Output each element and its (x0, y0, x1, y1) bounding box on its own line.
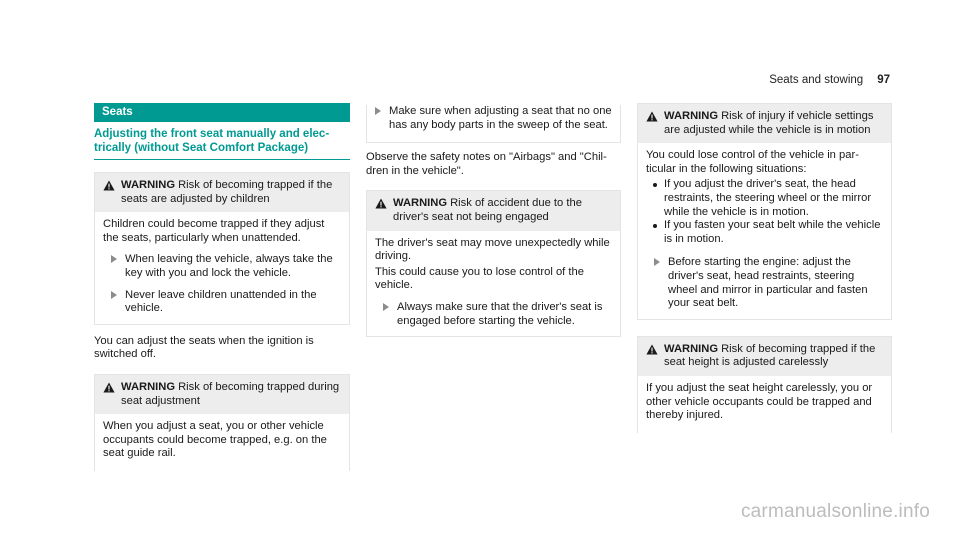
bullet-text: If you fasten your seat belt while the vehicle is in motion. (664, 219, 881, 245)
warning-box-children (94, 172, 350, 325)
warning-text: Children could become trapped if they adjust the seats, particularly when unattended. (103, 218, 325, 244)
warning-triangle-icon (646, 111, 658, 122)
step-text: Before starting the engine: adjust the driver's seat, head restraints, steering wheel and mirror in particular and fasten your seat belt. (668, 256, 868, 310)
warning-header (638, 337, 891, 376)
warning-triangle-icon (103, 382, 115, 393)
step-arrow-icon (654, 258, 660, 266)
step-arrow-icon (383, 303, 389, 311)
bullet-icon (653, 224, 657, 228)
warning-text: This could cause you to lose control of the vehicle. (375, 265, 584, 292)
step-text: Always make sure that the driver's seat is engaged before starting the vehicle. (397, 300, 603, 327)
column-1 (94, 103, 350, 471)
column-3 (637, 103, 892, 433)
warning-keyword: WARNING (664, 342, 719, 355)
warning-keyword: WARNING (664, 110, 719, 122)
warning-body (638, 376, 891, 433)
step-text: Make sure when adjusting a seat that no one has any body parts in the sweep of the seat. (389, 105, 612, 131)
body-paragraph: Observe the safety notes on "Airbags" and "Children in the vehicle". (366, 151, 607, 177)
warning-header (638, 104, 891, 143)
step-arrow-icon (111, 291, 117, 299)
action-step (103, 289, 341, 316)
list-item (646, 219, 883, 246)
warning-text: You could lose control of the vehicle in particular in the following situations: (646, 149, 859, 175)
action-step (103, 253, 341, 280)
bullet-list (646, 178, 883, 246)
action-step (367, 105, 612, 132)
watermark: carmanualsonline.info (740, 501, 930, 522)
warning-header (367, 191, 620, 230)
bullet-text: If you adjust the driver's seat, the head restraints, the steering wheel or the mirror while the vehicle is in motion. (664, 178, 872, 218)
warning-body (367, 231, 620, 337)
warning-box-seat-height (637, 336, 892, 433)
bullet-icon (653, 183, 657, 187)
warning-title: Risk of injury if vehicle settings are adjusted while the vehicle is in motion (664, 110, 874, 136)
warning-title: Risk of becoming trapped if the seat height is adjusted carelessly (664, 342, 876, 369)
header-section-title: Seats and stowing (769, 74, 864, 86)
step-text: Never leave children unattended in the vehicle. (125, 288, 317, 315)
warning-box-settings-in-motion (637, 103, 892, 320)
warning-title: Risk of becoming trapped if the seats are adjusted by children (121, 179, 333, 205)
step-text: When leaving the vehicle, always take the key with you and lock the vehicle. (125, 253, 333, 279)
warning-triangle-icon (375, 198, 387, 209)
warning-box-driver-seat (366, 190, 621, 337)
section-title-bar: Seats (94, 103, 350, 122)
column-2 (366, 103, 621, 337)
body-paragraph: You can adjust the seats when the ignition is switched off. (94, 334, 314, 361)
warning-header (95, 375, 349, 414)
page-number: 97 (877, 74, 890, 86)
running-header (769, 74, 890, 88)
warning-keyword: WARNING (121, 380, 176, 393)
warning-continuation-box (366, 105, 621, 143)
warning-title: Risk of accident due to the driver's seat not being engaged (393, 197, 582, 223)
action-step (375, 301, 612, 328)
warning-text: If you adjust the seat height carelessly, you or other vehicle occupants could be trapped and thereby injured. (646, 381, 873, 422)
list-item (646, 178, 883, 219)
warning-body (638, 143, 891, 319)
warning-keyword: WARNING (121, 179, 176, 191)
subheading: Adjusting the front seat manually and electrically (without Seat Comfort Package) (94, 128, 350, 160)
warning-text: The driver's seat may move unexpectedly while driving. (375, 236, 610, 263)
warning-triangle-icon (646, 344, 658, 355)
warning-keyword: WARNING (393, 197, 448, 210)
warning-body (95, 212, 349, 324)
step-arrow-icon (111, 255, 117, 263)
warning-text: When you adjust a seat, you or other vehicle occupants could become trapped, e.g. on the seat guide rail. (103, 420, 327, 460)
warning-box-seat-adjustment (94, 374, 350, 471)
warning-body (95, 414, 349, 471)
step-arrow-icon (375, 107, 381, 115)
warning-title: Risk of becoming trapped during seat adjustment (121, 380, 340, 407)
action-step (646, 256, 883, 310)
warning-header (95, 173, 349, 212)
warning-triangle-icon (103, 180, 115, 191)
